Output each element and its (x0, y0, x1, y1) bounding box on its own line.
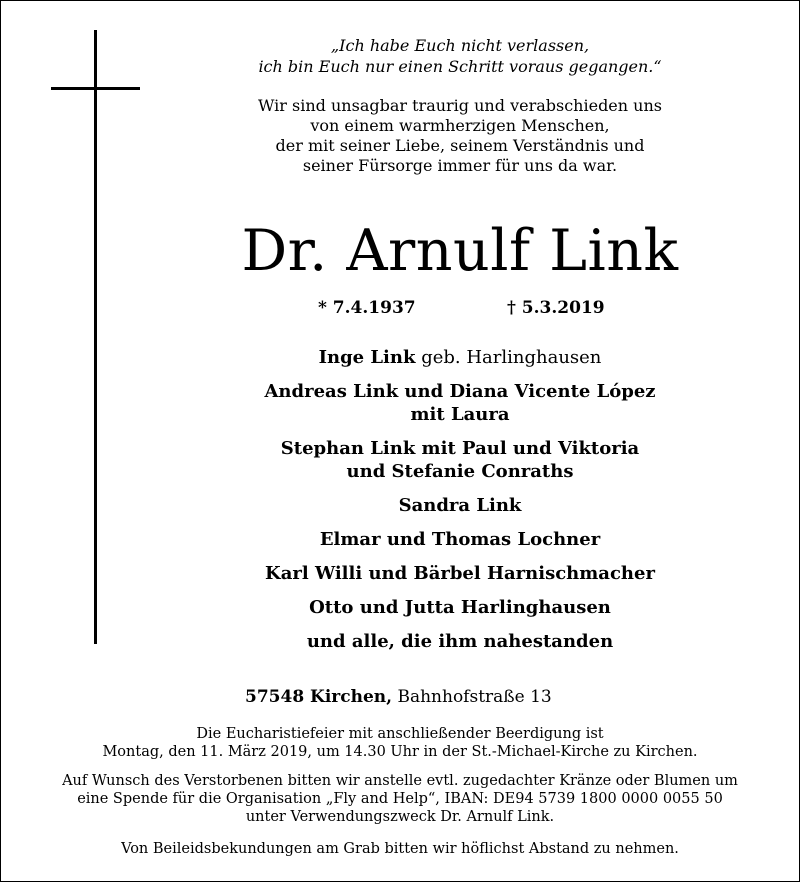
family-entry (210, 528, 710, 551)
birth-date: * 7.4.1937 (318, 298, 416, 318)
address-city: 57548 Kirchen, (245, 687, 393, 707)
intro-text (210, 96, 710, 176)
cross-horizontal-bar (51, 87, 140, 90)
notice-line: eine Spende für die Organisation „Fly and Help“, IBAN: DE94 5739 1800 0000 0055 50 (77, 791, 723, 807)
family-entry-line: mit Laura (410, 404, 510, 425)
family-entry (210, 562, 710, 585)
family-entry-suffix: geb. Harlinghausen (415, 347, 602, 368)
address-street: Bahnhofstraße 13 (392, 687, 552, 707)
family-list (210, 346, 710, 664)
family-entry-line: Karl Willi und Bärbel Harnischmacher (265, 563, 655, 584)
intro-line: von einem warmherzigen Menschen, (310, 116, 610, 135)
family-entry-line: und Stefanie Conraths (346, 461, 574, 482)
family-entry-line: Andreas Link und Diana Vicente López (264, 381, 656, 402)
family-entry-line: Otto und Jutta Harlinghausen (309, 597, 611, 618)
deceased-name: Dr. Arnulf Link (241, 218, 679, 284)
quote-line: ich bin Euch nur einen Schritt voraus gegangen.“ (258, 57, 662, 76)
family-entry-line: und alle, die ihm nahestanden (306, 631, 614, 652)
family-entry (210, 630, 710, 653)
family-entry-line: Stephan Link mit Paul und Viktoria (280, 438, 640, 459)
intro-line: seiner Fürsorge immer für uns da war. (302, 156, 618, 175)
family-entry (210, 437, 710, 483)
donation-notice (40, 772, 760, 826)
notice-line: Auf Wunsch des Verstorbenen bitten wir anstelle evtl. zugedachter Kränze oder Blumen um (62, 773, 738, 789)
notice-line: Die Eucharistiefeier mit anschließender Beerdigung ist (196, 726, 604, 742)
quote-line: „Ich habe Euch nicht verlassen, (330, 36, 590, 55)
family-entry-line: Elmar und Thomas Lochner (319, 529, 601, 550)
family-entry (210, 596, 710, 619)
notice-line: unter Verwendungszweck Dr. Arnulf Link. (245, 809, 555, 825)
address (245, 687, 552, 707)
cross-vertical-bar (94, 30, 97, 644)
family-entry-line: Sandra Link (398, 495, 522, 516)
death-date: † 5.3.2019 (507, 298, 605, 318)
intro-line: der mit seiner Liebe, seinem Verständnis und (275, 136, 645, 155)
family-entry (210, 346, 710, 369)
quote (210, 35, 710, 77)
family-entry (210, 494, 710, 517)
mass-notice (40, 725, 760, 761)
family-entry-name: Inge Link (318, 347, 416, 368)
intro-line: Wir sind unsagbar traurig und verabschieden uns (258, 96, 662, 115)
notice-line: Montag, den 11. März 2019, um 14.30 Uhr in der St.-Michael-Kirche zu Kirchen. (102, 744, 698, 760)
family-entry (210, 380, 710, 426)
condolence-notice: Von Beileidsbekundungen am Grab bitten wir höflichst Abstand zu nehmen. (121, 841, 679, 857)
